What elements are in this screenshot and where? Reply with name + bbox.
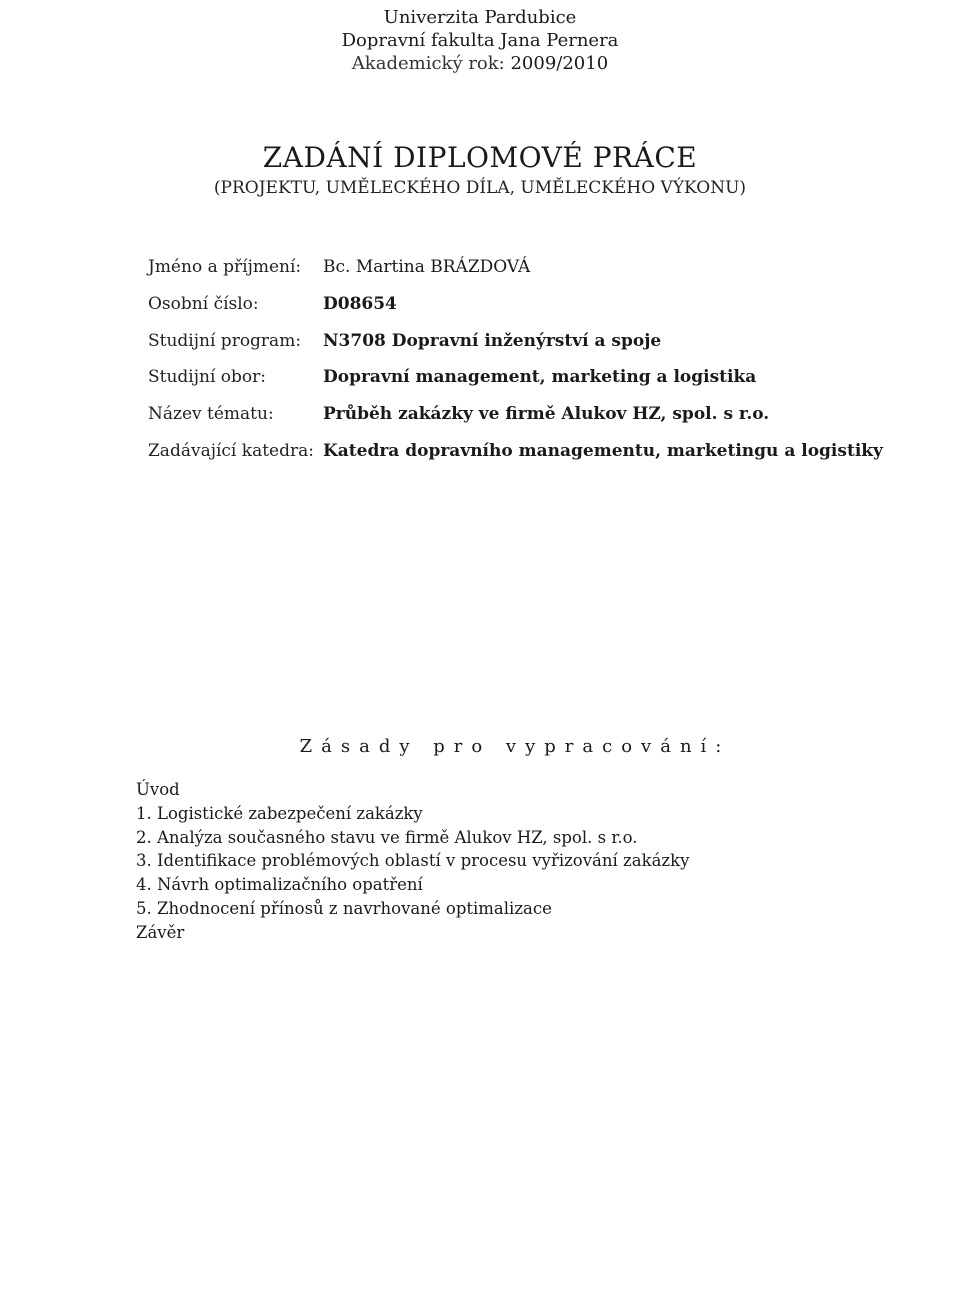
document-title: ZADÁNÍ DIPLOMOVÉ PRÁCE [262, 141, 698, 174]
info-value: Průběh zakázky ve firmě Alukov HZ, spol. s r.o. [323, 404, 770, 425]
info-value: Dopravní management, marketing a logistika [323, 367, 757, 388]
contents-item: 4. Návrh optimalizačního opatření [136, 875, 423, 895]
info-label: Osobní číslo: [148, 293, 259, 314]
info-row-field [148, 362, 948, 399]
info-value: N3708 Dopravní inženýrství a spoje [323, 330, 662, 351]
contents-item: 1. Logistické zabezpečení zakázky [136, 803, 423, 823]
title-block [0, 140, 960, 200]
info-label: Studijní obor: [148, 367, 267, 388]
info-row-topic [148, 399, 948, 436]
faculty-name: Dopravní fakulta Jana Pernera [341, 30, 619, 51]
info-row-department [148, 436, 948, 473]
info-value: Katedra dopravního managementu, marketingu a logistiky [323, 440, 883, 461]
contents-item: 3. Identifikace problémových oblastí v procesu vyřizování zakázky [136, 851, 690, 871]
student-info-table [148, 252, 948, 473]
contents-item: 5. Zhodnocení přínosů z navrhované optimalizace [136, 898, 552, 918]
academic-year-value: 2009/2010 [510, 53, 609, 74]
contents-item: 2. Analýza současného stavu ve firmě Alukov HZ, spol. s r.o. [136, 827, 638, 847]
academic-year [0, 52, 960, 75]
contents-list [136, 778, 689, 945]
academic-year-label: Akademický rok: [351, 53, 505, 74]
info-label: Jméno a příjmení: [148, 257, 302, 277]
document-header [0, 6, 960, 75]
principles-heading: Zásady pro vypracování: [299, 736, 731, 757]
info-label: Studijní program: [148, 330, 302, 351]
info-row-personal-number [148, 289, 948, 326]
university-name: Univerzita Pardubice [383, 7, 577, 28]
document-subtitle: (PROJEKTU, UMĚLECKÉHO DÍLA, UMĚLECKÉHO VÝKONU) [213, 178, 747, 198]
info-row-study-program [148, 326, 948, 363]
info-label: Název tématu: [148, 404, 274, 425]
info-label: Zadávající katedra: [148, 440, 314, 461]
info-row-name [148, 252, 948, 289]
contents-item: Závěr [136, 922, 185, 942]
info-value: Bc. Martina BRÁZDOVÁ [323, 257, 531, 277]
info-value: D08654 [323, 293, 397, 314]
contents-item: Úvod [136, 780, 180, 799]
